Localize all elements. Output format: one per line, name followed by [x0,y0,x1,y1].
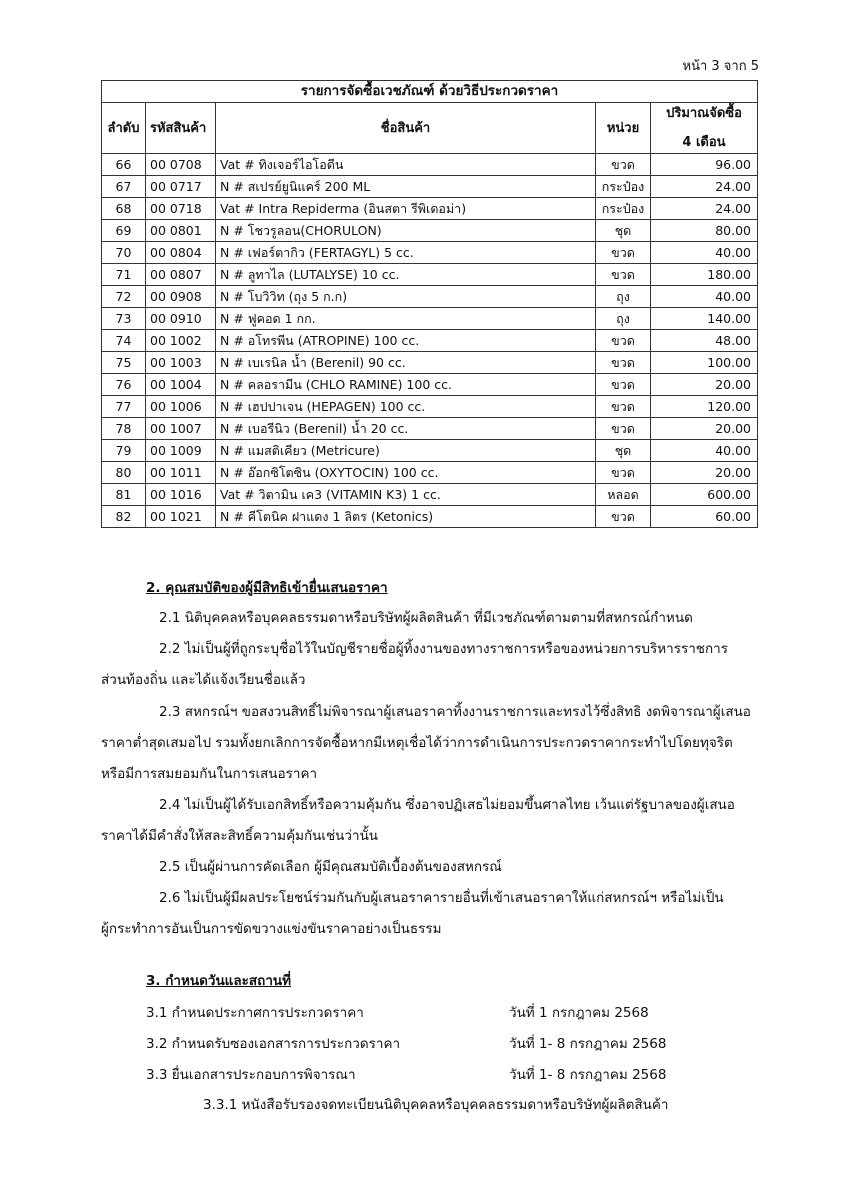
section2-p5: 2.5 เป็นผู้ผ่านการคัดเลือก ผู้มีคุณสมบัติเบื้องต้นของสหกรณ์ [159,859,502,875]
cell-code: 00 1004 [146,374,216,396]
cell-code: 00 0718 [146,198,216,220]
cell-qty: 100.00 [651,352,758,374]
cell-name: N # เฟอร์ตากิว (FERTAGYL) 5 cc. [216,242,596,264]
col-header-no: ลำดับ [102,103,146,154]
cell-no: 77 [102,396,146,418]
cell-name: N # อ๊อกซิโตซิน (OXYTOCIN) 100 cc. [216,462,596,484]
table-row [102,198,758,220]
cell-name: Vat # วิตามิน เค3 (VITAMIN K3) 1 cc. [216,484,596,506]
col-header-qty [651,103,758,154]
cell-unit: ขวด [596,462,651,484]
cell-unit: ขวด [596,506,651,528]
cell-no: 78 [102,418,146,440]
section2-p2-line2: ส่วนท้องถิ่น และได้แจ้งเวียนชื่อแล้ว [101,672,306,688]
section2-heading: 2. คุณสมบัติของผู้มีสิทธิเข้ายื่นเสนอราคา [146,580,388,596]
cell-no: 72 [102,286,146,308]
section2-p6-line2: ผู้กระทำการอันเป็นการขัดขวางแข่งขันราคาอย่างเป็นธรรม [101,921,442,937]
col-header-qty-line2: 4 เดือน [682,135,726,150]
cell-qty: 96.00 [651,154,758,176]
table-row [102,242,758,264]
cell-code: 00 0717 [146,176,216,198]
section2-p6-line1: 2.6 ไม่เป็นผู้มีผลประโยชน์ร่วมกันกับผู้เสนอราคารายอื่นที่เข้าเสนอราคาให้แก่สหกรณ์ฯ หรือไม่เป็น [159,890,724,906]
col-header-name: ชื่อสินค้า [216,103,596,154]
cell-name: N # ลูทาไล (LUTALYSE) 10 cc. [216,264,596,286]
cell-no: 68 [102,198,146,220]
cell-name: N # คีโตนิค ฝาแดง 1 ลิตร (Ketonics) [216,506,596,528]
cell-code: 00 1003 [146,352,216,374]
cell-code: 00 1002 [146,330,216,352]
cell-qty: 40.00 [651,242,758,264]
cell-code: 00 0908 [146,286,216,308]
cell-qty: 24.00 [651,176,758,198]
purchase-items-table [101,80,758,528]
cell-code: 00 1006 [146,396,216,418]
cell-no: 67 [102,176,146,198]
section2-p3-line1: 2.3 สหกรณ์ฯ ขอสงวนสิทธิ์ไม่พิจารณาผู้เสนอราคาทิ้งงานราชการและทรงไว้ซึ่งสิทธิ งดพิจารณาผู้เสนอ [159,704,751,720]
cell-unit: ขวด [596,330,651,352]
cell-name: N # ฟูคอด 1 กก. [216,308,596,330]
cell-code: 00 1011 [146,462,216,484]
table-row [102,484,758,506]
table-row [102,440,758,462]
section2-p2-line1: 2.2 ไม่เป็นผู้ที่ถูกระบุชื่อไว้ในบัญชีรายชื่อผู้ทิ้งงานของทางราชการหรือของหน่วยการบริหารราชการ [159,641,728,657]
cell-no: 76 [102,374,146,396]
cell-code: 00 0801 [146,220,216,242]
schedule-3-1-label: 3.1 กำหนดประกาศการประกวดราคา [146,1005,364,1021]
cell-qty: 120.00 [651,396,758,418]
cell-unit: ชุด [596,440,651,462]
table-row [102,506,758,528]
cell-unit: กระป๋อง [596,176,651,198]
cell-name: N # สเปรย์ยูนิแคร์ 200 ML [216,176,596,198]
cell-name: N # โชวรูลอน(CHORULON) [216,220,596,242]
schedule-3-3-date: วันที่ 1- 8 กรกฎาคม 2568 [509,1067,667,1083]
cell-no: 74 [102,330,146,352]
cell-name: N # เบอรีนิว (Berenil) น้ำ 20 cc. [216,418,596,440]
cell-no: 70 [102,242,146,264]
cell-unit: ถุง [596,286,651,308]
section3-heading: 3. กำหนดวันและสถานที่ [146,973,292,989]
cell-unit: ชุด [596,220,651,242]
section2-p3-line2: ราคาต่ำสุดเสมอไป รวมทั้งยกเลิกการจัดซื้อหากมีเหตุเชื่อได้ว่าการดำเนินการประกวดราคากระทำไปโดยทุจริต [101,735,733,751]
cell-no: 79 [102,440,146,462]
cell-unit: ขวด [596,396,651,418]
cell-qty: 20.00 [651,462,758,484]
cell-unit: หลอด [596,484,651,506]
cell-qty: 60.00 [651,506,758,528]
cell-qty: 140.00 [651,308,758,330]
cell-no: 66 [102,154,146,176]
cell-no: 71 [102,264,146,286]
schedule-3-3-1: 3.3.1 หนังสือรับรองจดทะเบียนนิติบุคคลหรือบุคคลธรรมดาหรือบริษัทผู้ผลิตสินค้า [203,1097,669,1113]
cell-qty: 48.00 [651,330,758,352]
cell-qty: 24.00 [651,198,758,220]
cell-qty: 80.00 [651,220,758,242]
cell-name: N # คลอรามีน (CHLO RAMINE) 100 cc. [216,374,596,396]
cell-unit: ขวด [596,374,651,396]
cell-code: 00 0804 [146,242,216,264]
cell-unit: ขวด [596,352,651,374]
table-row [102,418,758,440]
table-row [102,352,758,374]
section2-p1: 2.1 นิติบุคคลหรือบุคคลธรรมดาหรือบริษัทผู้ผลิตสินค้า ที่มีเวชภัณฑ์ตามตามที่สหกรณ์กำหนด [159,610,693,626]
table-header-row [102,103,758,154]
cell-no: 80 [102,462,146,484]
schedule-3-3-label: 3.3 ยื่นเอกสารประกอบการพิจารณา [146,1067,356,1083]
cell-name: N # เบเรนิล น้ำ (Berenil) 90 cc. [216,352,596,374]
cell-unit: กระป๋อง [596,198,651,220]
table-row [102,374,758,396]
cell-qty: 20.00 [651,374,758,396]
table-row [102,462,758,484]
cell-qty: 40.00 [651,286,758,308]
cell-code: 00 0708 [146,154,216,176]
table-row [102,396,758,418]
section2-p3-line3: หรือมีการสมยอมกันในการเสนอราคา [101,766,318,782]
cell-name: N # โบวิวิท (ถุง 5 ก.ก) [216,286,596,308]
table-row [102,286,758,308]
col-header-code: รหัสสินค้า [146,103,216,154]
section2-p4-line1: 2.4 ไม่เป็นผู้ได้รับเอกสิทธิ์หรือความคุ้มกัน ซึ่งอาจปฏิเสธไม่ยอมขึ้นศาลไทย เว้นแต่รัฐบาลของผู้เสนอ [159,797,735,813]
schedule-3-2-label: 3.2 กำหนดรับซองเอกสารการประกวดราคา [146,1036,401,1052]
cell-qty: 40.00 [651,440,758,462]
cell-no: 69 [102,220,146,242]
col-header-qty-line1: ปริมาณจัดซื้อ [666,106,742,121]
page-number: หน้า 3 จาก 5 [682,59,759,74]
cell-unit: ขวด [596,242,651,264]
cell-qty: 600.00 [651,484,758,506]
cell-code: 00 0807 [146,264,216,286]
cell-name: N # อโทรพีน (ATROPINE) 100 cc. [216,330,596,352]
table-title-row [102,81,758,103]
cell-no: 75 [102,352,146,374]
cell-code: 00 1021 [146,506,216,528]
schedule-3-2-date: วันที่ 1- 8 กรกฎาคม 2568 [509,1036,667,1052]
cell-unit: ถุง [596,308,651,330]
col-header-unit: หน่วย [596,103,651,154]
table-row [102,264,758,286]
cell-code: 00 1007 [146,418,216,440]
cell-no: 82 [102,506,146,528]
table-title: รายการจัดซื้อเวชภัณฑ์ ด้วยวิธีประกวดราคา [102,81,758,103]
table-row [102,330,758,352]
section2-p4-line2: ราคาได้มีคำสั่งให้สละสิทธิ์ความคุ้มกันเช่นว่านั้น [101,828,379,844]
cell-unit: ขวด [596,154,651,176]
table-row [102,308,758,330]
table-row [102,220,758,242]
cell-no: 81 [102,484,146,506]
cell-unit: ขวด [596,264,651,286]
cell-name: N # แมสติเคียว (Metricure) [216,440,596,462]
cell-code: 00 1016 [146,484,216,506]
cell-name: Vat # Intra Repiderma (อินสตา รีพิเดอม่า) [216,198,596,220]
cell-code: 00 1009 [146,440,216,462]
schedule-3-1-date: วันที่ 1 กรกฎาคม 2568 [509,1005,649,1021]
table-row [102,154,758,176]
cell-code: 00 0910 [146,308,216,330]
cell-name: Vat # ทิงเจอร์ไอโอดีน [216,154,596,176]
cell-qty: 20.00 [651,418,758,440]
cell-qty: 180.00 [651,264,758,286]
cell-name: N # เฮปปาเจน (HEPAGEN) 100 cc. [216,396,596,418]
table-row [102,176,758,198]
cell-no: 73 [102,308,146,330]
cell-unit: ขวด [596,418,651,440]
